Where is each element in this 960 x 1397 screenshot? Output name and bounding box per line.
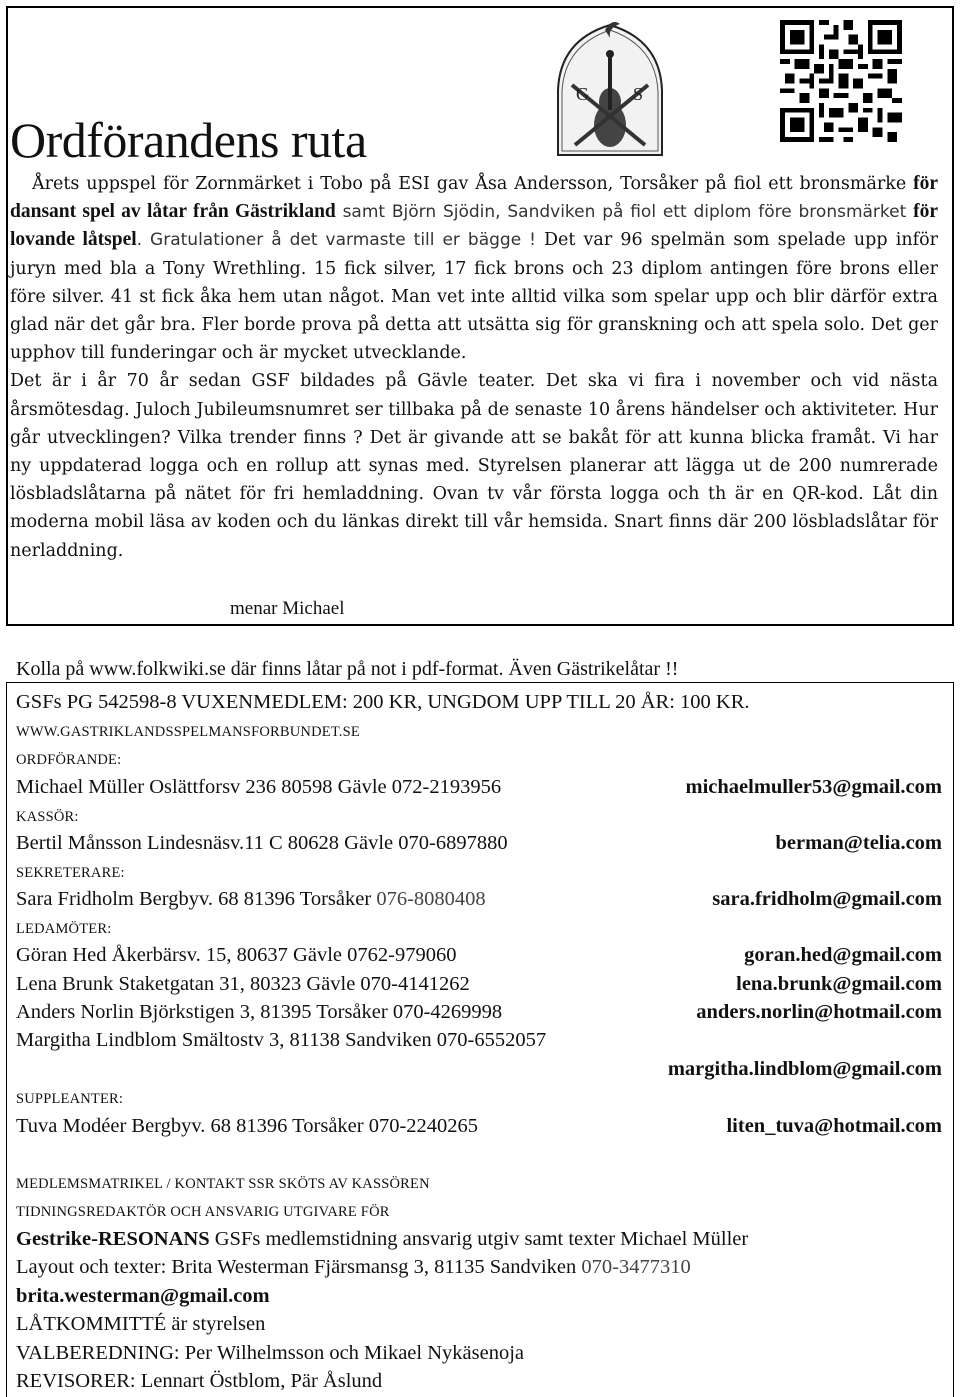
ledamot-email[interactable]: anders.norlin@hotmail.com bbox=[696, 1001, 942, 1023]
brita-email[interactable]: brita.westerman@gmail.com bbox=[16, 1285, 270, 1307]
ordforande-email[interactable]: michaelmuller53@gmail.com bbox=[685, 776, 942, 798]
text-segment: . Gratulationer å det varmaste till er bägge ! bbox=[136, 230, 544, 251]
sekreterare-info bbox=[16, 887, 486, 911]
svg-text:S: S bbox=[633, 84, 644, 104]
folkwiki-note: Kolla på www.folkwiki.se där finns låtar på not i pdf-format. Även Gästrikelåtar !! bbox=[16, 658, 679, 680]
gsf-logo bbox=[550, 20, 670, 160]
signature: menar Michael bbox=[230, 598, 345, 619]
svg-text:G: G bbox=[576, 84, 589, 104]
ledamot-email[interactable]: margitha.lindblom@gmail.com bbox=[667, 1058, 942, 1080]
sekreterare-phone: 076-8080408 bbox=[376, 888, 486, 910]
ledamoter-label: LEDAMÖTER: bbox=[16, 921, 112, 937]
suppleant-info: Tuva Modéer Bergbyv. 68 81396 Torsåker 070-2240265 bbox=[16, 1115, 479, 1137]
suppleant-email[interactable]: liten_tuva@hotmail.com bbox=[726, 1115, 942, 1137]
suppleanter-label: SUPPLEANTER: bbox=[16, 1091, 124, 1107]
text-segment: Årets uppspel för Zornmärket i Tobo på ESI gav Åsa Andersson, Torsåker på fiol ett bronsmärke bbox=[32, 174, 914, 194]
ordforande-info: Michael Müller Oslättforsv 236 80598 Gävle 072-2193956 bbox=[16, 776, 502, 798]
ledamot-info: Margitha Lindblom Smältostv 3, 81138 Sandviken 070-6552057 bbox=[16, 1029, 547, 1051]
kassor-email[interactable]: berman@telia.com bbox=[775, 832, 942, 854]
ledamot-email[interactable]: lena.brunk@gmail.com bbox=[736, 973, 942, 995]
ledamot-email[interactable]: goran.hed@gmail.com bbox=[744, 944, 942, 966]
page-title: Ordförandens ruta bbox=[10, 112, 367, 168]
sekreterare-email[interactable]: sara.fridholm@gmail.com bbox=[712, 888, 942, 910]
layout-phone: 070-3477310 bbox=[581, 1256, 691, 1278]
text-segment: Det är i år 70 år sedan GSF bildades på Gävle teater. Det ska vi fira i november och vid nästa årsmötesdag. Juloch Jubileumsnumret ser tillbaka på de senaste 10 årens händelser och aktiviteter. Hur går utvecklingen? Vilka trender finns ? Det är givande att se bakåt för att kunna blicka framåt. Vi har ny uppdaterad logga och en rollup att synas med. Styrelsen planerar att lägga ut de 200 numrerade lösbladslåtarna på nätet för fri hemladdning. Ovan tv vår första logga och th är en QR-kod. Låt din moderna mobil läsa av koden och du länkas direkt till vår hemsida. Snart finns där 200 lösbladslåtar för nerladdning. bbox=[10, 371, 938, 561]
bold-segment: för dansant spel av låtar från Gästrikland bbox=[10, 173, 938, 223]
resonans-line bbox=[16, 1227, 748, 1251]
sekreterare-label: SEKRETERARE: bbox=[16, 865, 125, 881]
latkommitte: LÅTKOMMITTÉ är styrelsen bbox=[16, 1313, 266, 1335]
qr-code-icon[interactable] bbox=[780, 20, 902, 142]
tidningsredaktor: TIDNINGSREDAKTÖR OCH ANSVARIG UTGIVARE FÖR bbox=[16, 1204, 390, 1220]
kassor-info: Bertil Månsson Lindesnäsv.11 C 80628 Gävle 070-6897880 bbox=[16, 832, 508, 854]
bold-segment: för lovande låtspel bbox=[10, 201, 938, 251]
revisorer: REVISORER: Lennart Östblom, Pär Åslund bbox=[16, 1370, 383, 1392]
chairman-text bbox=[10, 170, 938, 565]
website-link[interactable]: WWW.GASTRIKLANDSSPELMANSFORBUNDET.SE bbox=[16, 724, 360, 740]
valberedning: VALBEREDNING: Per Wilhelmsson och Mikael Nykäsenoja bbox=[16, 1342, 525, 1364]
resonans-text: GSFs medlemstidning ansvarig utgiv samt texter Michael Müller bbox=[209, 1228, 749, 1250]
kassor-label: KASSÖR: bbox=[16, 809, 79, 825]
ledamot-info: Anders Norlin Björkstigen 3, 81395 Torsåker 070-4269998 bbox=[16, 1001, 503, 1023]
ordforande-label: ORDFÖRANDE: bbox=[16, 752, 122, 768]
text-segment: samt Björn Sjödin, Sandviken på fiol ett diplom före bronsmärket bbox=[335, 202, 914, 223]
medlemsmatrikel: MEDLEMSMATRIKEL / KONTAKT SSR SKÖTS AV KASSÖREN bbox=[16, 1176, 430, 1192]
ledamot-info: Lena Brunk Staketgatan 31, 80323 Gävle 070-4141262 bbox=[16, 973, 470, 995]
layout-line bbox=[16, 1255, 691, 1279]
layout-text: Layout och texter: Brita Westerman Fjärsmansg 3, 81135 Sandviken bbox=[16, 1256, 582, 1278]
ledamot-info: Göran Hed Åkerbärsv. 15, 80637 Gävle 0762-979060 bbox=[16, 944, 457, 966]
sekreterare-address: Sara Fridholm Bergbyv. 68 81396 Torsåker bbox=[16, 888, 377, 910]
text-segment: Det var 96 spelmän som spelade upp inför juryn med bla a Tony Wrethling. 15 fick silver, 17 fick brons och 23 diplom antingen före brons eller före silver. 41 st fick åka hem utan något. Man vet inte alltid vilka som spelar upp och blir därför extra glad när det går bra. Fler borde prova på detta att utsätta sig för granskning och att spela solo. Det ger upphov till funderingar och är mycket utvecklande. bbox=[10, 230, 938, 364]
pg-fees: GSFs PG 542598-8 VUXENMEDLEM: 200 KR, UNGDOM UPP TILL 20 ÅR: 100 KR. bbox=[16, 691, 750, 713]
magazine-name: Gestrike-RESONANS bbox=[16, 1228, 210, 1250]
